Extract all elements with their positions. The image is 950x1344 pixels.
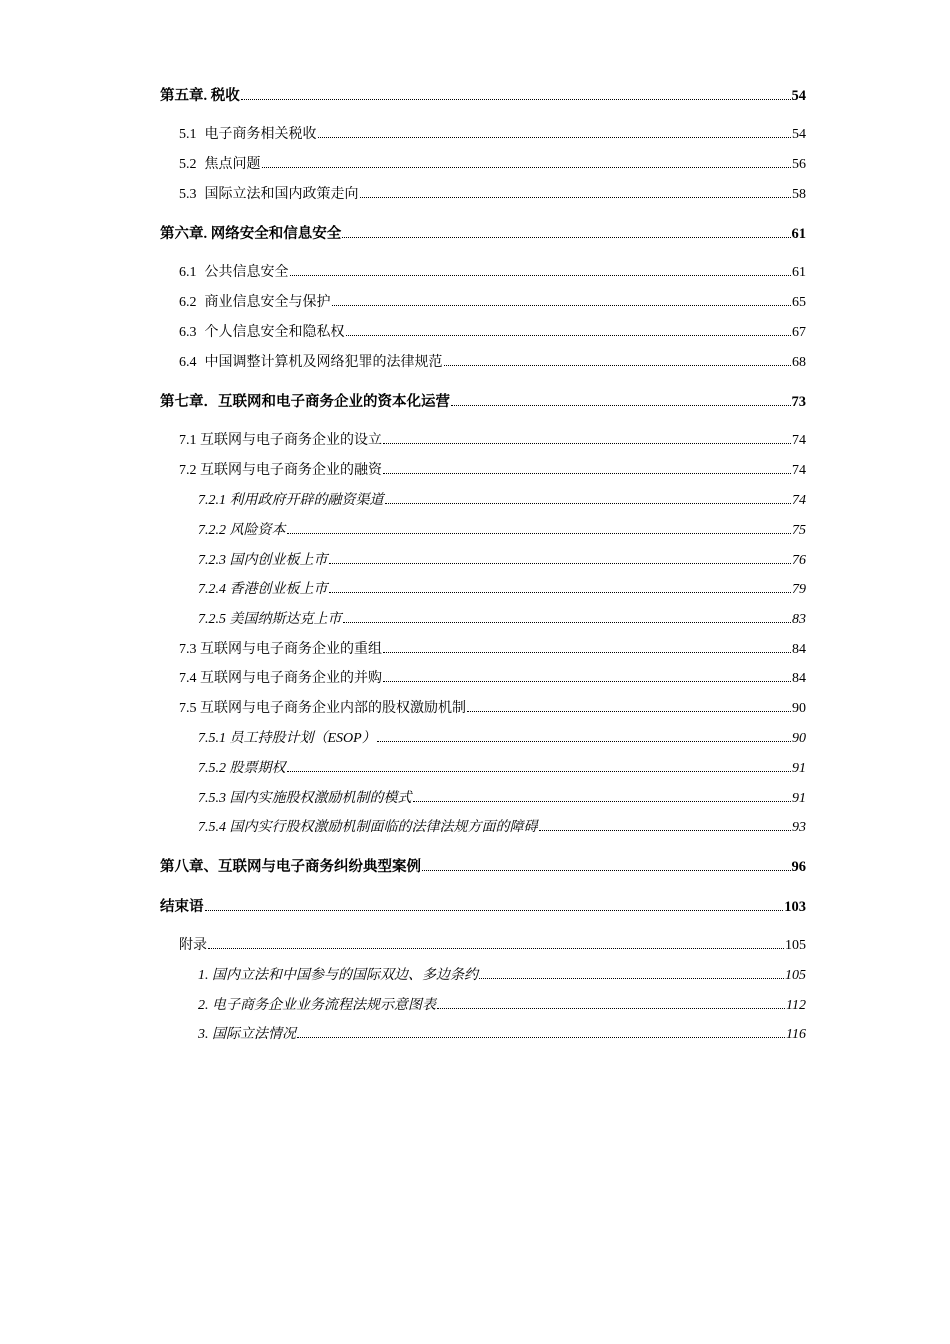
toc-page-number: 91 [792,761,806,776]
toc-entry-title: 7.5.4 国内实行股权激励机制面临的法律法规方面的障碍 [198,820,538,835]
toc-entry-title: 1. 国内立法和中国参与的国际双边、多边条约 [198,968,478,983]
toc-page-number: 58 [792,187,806,202]
toc-entry-subsection[interactable] [198,581,806,599]
leader-dots [413,800,792,802]
toc-entry-subsection[interactable] [198,522,806,540]
toc-entry-title: 7.4 互联网与电子商务企业的并购 [179,671,382,686]
toc-entry-section[interactable] [179,432,806,450]
toc-page-number: 84 [792,642,806,657]
leader-dots [383,442,791,444]
toc-entry-title: 中国调整计算机及网络犯罪的法律规范 [204,355,443,370]
leader-dots [385,502,792,504]
toc-page-number: 65 [792,295,806,310]
toc-page-number: 74 [792,493,806,508]
toc-entry-subsection[interactable] [198,967,806,985]
leader-dots [241,98,791,100]
toc-page-number: 61 [791,226,806,242]
toc-entry-section[interactable] [179,186,806,204]
toc-entry-title: 7.5.1 员工持股计划（ESOP） [198,731,376,746]
toc-entry-section[interactable] [179,294,806,312]
leader-dots [287,532,792,534]
toc-entry-chapter[interactable] [160,898,806,916]
toc-entry-title: 第八章、互联网与电子商务纠纷典型案例 [160,859,421,875]
toc-entry-title: 2. 电子商务企业业务流程法规示意图表 [198,998,436,1013]
leader-dots [290,274,792,276]
toc-page-number: 67 [792,325,806,340]
leader-dots [342,236,790,238]
toc-entry-title: 国际立法和国内政策走向 [204,187,359,202]
toc-entry-subsection[interactable] [198,790,806,808]
toc-entry-title: 7.5.3 国内实施股权激励机制的模式 [198,791,412,806]
leader-dots [360,196,792,198]
toc-page-number: 79 [792,582,806,597]
toc-entry-number: 5.1 [179,127,197,142]
leader-dots [383,472,791,474]
toc-entry-section[interactable] [179,937,806,955]
toc-entry-number: 5.3 [179,187,197,202]
toc-page-number: 54 [792,127,806,142]
leader-dots [329,591,792,593]
toc-entry-number: 5.2 [179,157,197,172]
toc-entry-title: 7.2.2 风险资本 [198,523,286,538]
toc-entry-title: 7.5 互联网与电子商务企业内部的股权激励机制 [179,701,466,716]
leader-dots [332,304,792,306]
toc-page-number: 83 [792,612,806,627]
toc-entry-title: 7.3 互联网与电子商务企业的重组 [179,642,382,657]
toc-page-number: 112 [786,998,806,1013]
toc-entry-subsection[interactable] [198,611,806,629]
toc-page-number: 96 [791,859,806,875]
toc-entry-title: 焦点问题 [204,157,261,172]
toc-entry-number: 6.4 [179,355,197,370]
toc-entry-section[interactable] [179,156,806,174]
toc-page-number: 61 [792,265,806,280]
toc-page-number: 54 [791,88,806,104]
toc-page-number: 84 [792,671,806,686]
toc-page-number: 74 [792,463,806,478]
toc-entry-section[interactable] [179,126,806,144]
toc-entry-title: 3. 国际立法情况 [198,1027,296,1042]
toc-page-number: 73 [791,394,806,410]
leader-dots [479,977,784,979]
toc-entry-title: 电子商务相关税收 [204,127,317,142]
toc-entry-section[interactable] [179,264,806,282]
toc-entry-title: 7.2.4 香港创业板上市 [198,582,328,597]
toc-page-number: 76 [792,553,806,568]
leader-dots [383,651,791,653]
toc-entry-number: 6.1 [179,265,197,280]
leader-dots [297,1036,785,1038]
toc-entry-title: 7.1 互联网与电子商务企业的设立 [179,433,382,448]
toc-page-number: 74 [792,433,806,448]
toc-entry-title: 附录 [179,938,207,953]
toc-entry-title: 7.2.5 美国纳斯达克上市 [198,612,342,627]
toc-entry-section[interactable] [179,324,806,342]
toc-page-number: 105 [785,968,806,983]
toc-page-number: 75 [792,523,806,538]
toc-entry-section[interactable] [179,354,806,372]
toc-entry-subsection[interactable] [198,492,806,510]
leader-dots [329,562,792,564]
toc-entry-subsection[interactable] [198,1026,806,1044]
leader-dots [467,710,791,712]
leader-dots [451,404,791,406]
toc-entry-title: 个人信息安全和隐私权 [204,325,345,340]
toc-entry-title: 7.2 互联网与电子商务企业的融资 [179,463,382,478]
leader-dots [377,740,791,742]
leader-dots [422,869,791,871]
toc-entry-subsection[interactable] [198,552,806,570]
leader-dots [437,1007,785,1009]
toc-page-number: 105 [785,938,806,953]
toc-page-number: 116 [786,1027,806,1042]
toc-entry-title: 第六章. 网络安全和信息安全 [160,226,342,242]
toc-entry-title: 7.5.2 股票期权 [198,761,286,776]
toc-entry-number: 6.3 [179,325,197,340]
toc-entry-number: 6.2 [179,295,197,310]
toc-entry-subsection[interactable] [198,730,806,748]
leader-dots [208,947,784,949]
leader-dots [444,364,792,366]
toc-entry-title: 第七章．互联网和电子商务企业的资本化运营 [160,394,450,410]
toc-entry-title: 7.2.1 利用政府开辟的融资渠道 [198,493,384,508]
toc-entry-section[interactable] [179,462,806,480]
toc-entry-title: 7.2.3 国内创业板上市 [198,553,328,568]
toc-entry-title: 公共信息安全 [204,265,289,280]
leader-dots [383,680,791,682]
toc-entry-title: 第五章. 税收 [160,88,240,104]
toc-page-number: 90 [792,701,806,716]
leader-dots [539,829,792,831]
toc-page-number: 68 [792,355,806,370]
toc-entry-chapter[interactable] [160,858,806,876]
toc-entry-title: 结束语 [160,899,204,915]
toc-entry-section[interactable] [179,641,806,659]
toc-entry-subsection[interactable] [198,997,806,1015]
leader-dots [262,166,792,168]
toc-page-number: 91 [792,791,806,806]
toc-entry-section[interactable] [179,670,806,688]
toc-entry-chapter[interactable] [160,87,806,105]
leader-dots [343,621,792,623]
toc-entry-chapter[interactable] [160,225,806,243]
toc-entry-subsection[interactable] [198,819,806,837]
leader-dots [287,770,792,772]
leader-dots [205,909,784,911]
toc-entry-chapter[interactable] [160,393,806,411]
toc-entry-subsection[interactable] [198,760,806,778]
toc-page-number: 93 [792,820,806,835]
leader-dots [346,334,792,336]
toc-page-number: 90 [792,731,806,746]
leader-dots [318,136,792,138]
toc-page-number: 56 [792,157,806,172]
toc-entry-section[interactable] [179,700,806,718]
toc-page-number: 103 [784,899,806,915]
toc-entry-title: 商业信息安全与保护 [204,295,331,310]
